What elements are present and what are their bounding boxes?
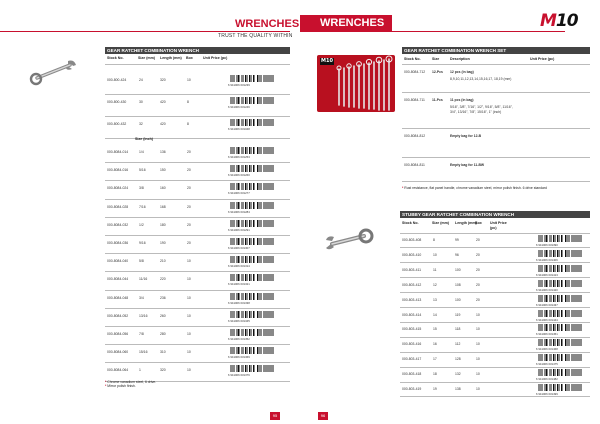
right-page bbox=[300, 0, 600, 424]
stock-number: 000-800-430 bbox=[107, 100, 127, 104]
barcode-image bbox=[230, 293, 274, 300]
size-value: 5/8 bbox=[139, 259, 144, 264]
size-value: 24 bbox=[139, 78, 143, 82]
right-page-title: WRENCHES bbox=[320, 17, 385, 29]
length-value: 99 bbox=[455, 238, 459, 242]
size-value: 8 bbox=[433, 238, 435, 242]
barcode-number: 6 941006 031307 bbox=[228, 246, 250, 250]
barcode-number: 6 941006 031376 bbox=[228, 373, 250, 378]
column-header: Unit Price (pc) bbox=[490, 221, 507, 230]
size-value: 17 bbox=[433, 357, 437, 362]
length-value: 420 bbox=[160, 100, 166, 104]
header-rule bbox=[0, 31, 290, 32]
size-value: 13 bbox=[433, 297, 437, 302]
length-value: 100 bbox=[455, 297, 461, 302]
barcode-image bbox=[230, 329, 274, 336]
length-value: 280 bbox=[160, 332, 166, 336]
row-divider bbox=[400, 382, 590, 383]
size-value: 18 bbox=[433, 372, 437, 377]
row-divider bbox=[105, 344, 290, 345]
row-divider bbox=[400, 277, 590, 278]
barcode-number: 6 941006 031253 bbox=[228, 155, 250, 159]
column-header: Box bbox=[186, 56, 193, 60]
size-value: 3/8 bbox=[139, 186, 144, 191]
row-divider bbox=[105, 199, 290, 200]
column-header: Size bbox=[432, 57, 440, 61]
row-divider bbox=[400, 322, 590, 323]
box-value: 10 bbox=[476, 342, 480, 347]
box-value: 20 bbox=[476, 267, 480, 272]
row-divider bbox=[400, 337, 590, 338]
barcode-image bbox=[538, 235, 582, 242]
row-divider bbox=[400, 262, 590, 263]
stock-number: 000-8084-060 bbox=[107, 350, 129, 355]
size-value: 19 bbox=[433, 387, 437, 391]
set-image-logo: M10 bbox=[321, 58, 333, 64]
barcode-number: 6 941006 031468 bbox=[536, 347, 558, 352]
barcode-number: 6 941006 031482 bbox=[536, 377, 558, 382]
stock-number: 000-803-416 bbox=[402, 342, 422, 347]
row-divider bbox=[105, 253, 290, 254]
brand-logo: M10 bbox=[540, 11, 578, 31]
size-value: 11/16 bbox=[139, 277, 148, 282]
row-divider bbox=[400, 307, 590, 308]
tagline: TRUST THE QUALITY WITHIN bbox=[218, 33, 293, 39]
row-divider bbox=[105, 138, 290, 139]
column-header: Stock No. bbox=[107, 56, 124, 60]
length-value: 260 bbox=[160, 313, 166, 318]
box-value: 10 bbox=[476, 372, 480, 377]
length-value: 108 bbox=[455, 282, 461, 287]
column-header: Box bbox=[475, 221, 482, 225]
set-size: 12-Pcs bbox=[432, 70, 443, 74]
stock-number: 000-803-414 bbox=[402, 312, 422, 317]
stock-number: 000-803-413 bbox=[402, 297, 422, 302]
barcode-image bbox=[538, 324, 582, 331]
stock-number: 000-8084-812 bbox=[404, 134, 426, 138]
size-value: 9/16 bbox=[139, 241, 146, 245]
barcode-number: 6 941006 031444 bbox=[536, 317, 558, 322]
stock-number: 000-8084-048 bbox=[107, 295, 129, 300]
length-value: 236 bbox=[160, 295, 166, 300]
row-divider bbox=[105, 362, 290, 363]
stock-number: 000-803-418 bbox=[402, 372, 422, 377]
length-value: 100 bbox=[455, 267, 461, 272]
length-value: 96 bbox=[455, 252, 459, 257]
left-page-title: WRENCHES bbox=[235, 18, 300, 30]
stock-number: 000-8084-040 bbox=[107, 259, 129, 264]
barcode-image bbox=[230, 365, 274, 372]
barcode-number: 6 941006 031284 bbox=[228, 209, 250, 214]
length-value: 190 bbox=[160, 241, 166, 245]
barcode-image bbox=[538, 354, 582, 361]
stock-number: 000-800-432 bbox=[107, 122, 127, 126]
right-title-block bbox=[300, 15, 392, 31]
barcode-image bbox=[538, 339, 582, 346]
barcode-image bbox=[230, 97, 274, 104]
length-value: 210 bbox=[160, 259, 166, 264]
box-value: 20 bbox=[187, 168, 191, 173]
box-value: 10 bbox=[476, 387, 480, 391]
barcode-number: 6 941006 031345 bbox=[228, 318, 250, 323]
description-text: 5/16", 3/8", 7/16", 1/2", 9/16", 5/8", 11/16", 3/4", 13/16", 7/8", 15/16", 1" (inch) bbox=[450, 105, 513, 114]
column-header: Stock No. bbox=[402, 221, 419, 225]
stock-number: 000-8084-811 bbox=[404, 163, 425, 167]
stock-number: 000-803-408 bbox=[402, 238, 422, 242]
length-value: 320 bbox=[160, 368, 166, 373]
box-value: 10 bbox=[187, 350, 191, 355]
barcode-image bbox=[538, 310, 582, 317]
box-value: 20 bbox=[476, 238, 480, 242]
column-header: Unit Price (pc) bbox=[203, 56, 228, 60]
barcode-number: 6 941006 031420 bbox=[536, 287, 558, 292]
stock-number: 000-8084-052 bbox=[107, 313, 129, 318]
size-value: 7/16 bbox=[139, 204, 146, 209]
barcode-number: 6 941006 031437 bbox=[536, 302, 558, 307]
length-value: 150 bbox=[160, 168, 166, 173]
barcode-number: 6 941006 031246 bbox=[228, 105, 250, 109]
column-header: Stock No. bbox=[404, 57, 421, 61]
size-value: 12 bbox=[433, 282, 437, 287]
length-value: 112 bbox=[455, 342, 461, 347]
barcode-number: 6 941006 031390 bbox=[536, 243, 558, 247]
row-divider bbox=[400, 247, 590, 248]
barcode-image bbox=[230, 256, 274, 263]
length-value: 320 bbox=[160, 78, 166, 82]
description-text: 8,9,10,11,12,13,14,15,16,17, 18,19 (mm) bbox=[450, 77, 512, 81]
stock-number: 000-8084-036 bbox=[107, 241, 129, 245]
barcode-number: 6 941006 031239 bbox=[228, 83, 250, 87]
box-value: 20 bbox=[187, 186, 191, 191]
size-value: 1 bbox=[139, 368, 141, 373]
page-number-right: 96 bbox=[318, 412, 328, 420]
barcode-number: 6 941006 031277 bbox=[228, 191, 250, 196]
row-divider bbox=[400, 292, 590, 293]
row-divider bbox=[402, 157, 590, 158]
stock-number: 000-803-417 bbox=[402, 357, 422, 362]
size-value: 10 bbox=[433, 252, 437, 257]
column-header: Size (mm) bbox=[138, 56, 155, 60]
length-value: 136 bbox=[160, 150, 166, 154]
size-value: 30 bbox=[139, 100, 143, 104]
box-value: 10 bbox=[476, 327, 480, 332]
barcode-image bbox=[230, 75, 274, 82]
barcode-image bbox=[538, 384, 582, 391]
box-value: 10 bbox=[476, 312, 480, 317]
box-value: 10 bbox=[187, 259, 191, 264]
row-divider bbox=[105, 308, 290, 309]
length-value: 132 bbox=[455, 372, 461, 377]
box-value: 20 bbox=[476, 252, 480, 257]
barcode-number: 6 941006 031352 bbox=[228, 337, 250, 341]
header-rule bbox=[402, 64, 590, 65]
stock-number: 000-803-419 bbox=[402, 387, 422, 391]
stock-number: 000-800-424 bbox=[107, 78, 127, 82]
barcode-image bbox=[230, 238, 274, 245]
box-value: 10 bbox=[187, 277, 191, 282]
box-value: 10 bbox=[476, 357, 480, 362]
row-divider bbox=[105, 116, 290, 117]
row-divider bbox=[105, 271, 290, 272]
length-value: 138 bbox=[455, 387, 461, 391]
size-inch-subheader: Size (inch) bbox=[135, 137, 153, 141]
length-value: 420 bbox=[160, 122, 166, 126]
barcode-image bbox=[230, 274, 274, 281]
left-notes bbox=[105, 380, 156, 388]
row-divider bbox=[400, 352, 590, 353]
description-title: 12 pcs (in bag) bbox=[450, 70, 474, 74]
set-size: 11-Pcs bbox=[432, 98, 443, 102]
stock-number: 000-8084-024 bbox=[107, 186, 129, 191]
size-value: 3/4 bbox=[139, 295, 144, 300]
size-value: 15 bbox=[433, 327, 437, 332]
barcode-image bbox=[230, 119, 274, 126]
header-rule-right bbox=[300, 31, 565, 32]
barcode-image bbox=[230, 183, 274, 190]
section-title-bar: GEAR RATCHET COMBINATION WRENCH bbox=[105, 47, 290, 54]
stock-number: 000-8084-032 bbox=[107, 222, 129, 227]
size-value: 11 bbox=[433, 267, 437, 272]
row-divider bbox=[105, 94, 290, 95]
size-value: 15/16 bbox=[139, 350, 148, 355]
box-value: 10 bbox=[187, 295, 191, 300]
description-title: 11 pcs (in bag) bbox=[450, 98, 474, 102]
length-value: 168 bbox=[160, 204, 166, 209]
row-divider bbox=[105, 290, 290, 291]
column-header: Description bbox=[450, 57, 470, 61]
box-value: 20 bbox=[187, 222, 191, 227]
stock-number: 000-8084-014 bbox=[107, 150, 129, 154]
size-value: 1/4 bbox=[139, 150, 144, 154]
barcode-image bbox=[538, 280, 582, 287]
stock-number: 000-803-411 bbox=[402, 267, 421, 272]
stock-number: 000-803-412 bbox=[402, 282, 422, 287]
barcode-image bbox=[538, 369, 582, 376]
barcode-image bbox=[230, 220, 274, 227]
row-divider bbox=[105, 162, 290, 163]
barcode-number: 6 941006 031475 bbox=[536, 362, 558, 367]
length-value: 220 bbox=[160, 277, 166, 282]
size-value: 14 bbox=[433, 312, 437, 317]
row-divider bbox=[105, 326, 290, 327]
description-title: Empty bag for 12-B bbox=[450, 134, 482, 138]
size-value: 1/2 bbox=[139, 222, 144, 227]
size-value: 7/8 bbox=[139, 332, 144, 336]
barcode-image bbox=[230, 147, 274, 154]
note-item: * Chrome vanadium steel, 6 drive. bbox=[105, 380, 157, 384]
wrench-set-image bbox=[317, 55, 395, 112]
stock-number: 000-8084-044 bbox=[107, 277, 129, 282]
stock-number: 000-803-410 bbox=[402, 252, 422, 257]
box-value: 10 bbox=[187, 78, 191, 82]
box-value: 20 bbox=[187, 241, 191, 245]
length-value: 160 bbox=[160, 186, 166, 191]
column-header: Length (mm) bbox=[160, 56, 182, 60]
stock-number: 000-8084-028 bbox=[107, 204, 129, 209]
length-value: 180 bbox=[160, 222, 166, 227]
barcode-number: 6 941006 031260 bbox=[228, 173, 250, 178]
barcode-number: 6 941006 031314 bbox=[228, 264, 250, 269]
box-value: 20 bbox=[476, 282, 480, 287]
row-divider bbox=[402, 128, 590, 129]
header-rule bbox=[400, 233, 590, 234]
length-value: 118 bbox=[455, 327, 461, 332]
size-value: 16 bbox=[433, 342, 437, 347]
length-value: 128 bbox=[455, 357, 461, 362]
box-value: 20 bbox=[187, 204, 191, 209]
box-value: 8 bbox=[187, 100, 189, 104]
header-rule bbox=[105, 64, 290, 65]
row-divider bbox=[402, 181, 590, 182]
column-header: Size (mm) bbox=[432, 221, 449, 225]
box-value: 10 bbox=[187, 313, 191, 318]
column-header: Unit Price (pc) bbox=[530, 57, 555, 61]
row-divider bbox=[105, 180, 290, 181]
size-value: 32 bbox=[139, 122, 143, 126]
length-value: 119 bbox=[455, 312, 461, 317]
stock-number: 000-8084-064 bbox=[107, 368, 129, 373]
size-value: 13/16 bbox=[139, 313, 148, 318]
stock-number: 000-8084-712 bbox=[404, 70, 426, 74]
row-divider bbox=[105, 217, 290, 218]
barcode-number: 6 941006 031406 bbox=[536, 257, 558, 262]
box-value: 10 bbox=[187, 332, 191, 336]
box-value: 10 bbox=[187, 368, 191, 373]
box-value: 20 bbox=[476, 297, 480, 302]
barcode-image bbox=[230, 347, 274, 354]
barcode-image bbox=[538, 295, 582, 302]
set-note: * Rust resistance, flat panel handle, chrome vanadium steel, mirror polish finish. 6 drive standard bbox=[402, 186, 547, 190]
set-section-title-bar: GEAR RATCHET COMBINATION WRENCH SET bbox=[402, 47, 590, 54]
barcode-number: 6 941006 031321 bbox=[228, 282, 250, 287]
barcode-image bbox=[538, 265, 582, 272]
row-divider bbox=[400, 367, 590, 368]
barcode-image bbox=[230, 202, 274, 209]
note-item: * Mirror polish finish. bbox=[105, 384, 136, 389]
barcode-image bbox=[230, 311, 274, 318]
stubby-section-title-bar: STUBBY GEAR RATCHET COMBINATION WRENCH bbox=[400, 211, 590, 218]
barcode-number: 6 941006 031369 bbox=[228, 355, 250, 360]
page-number-left: 95 bbox=[270, 412, 280, 420]
barcode-number: 6 941006 031451 bbox=[536, 332, 558, 337]
barcode-number: 6 941006 031048 bbox=[228, 127, 250, 131]
barcode-number: 6 941006 031413 bbox=[536, 272, 558, 277]
box-value: 20 bbox=[187, 150, 191, 154]
stubby-wrench-icon bbox=[322, 228, 378, 252]
barcode-number: 6 941006 031291 bbox=[228, 227, 250, 232]
size-value: 5/16 bbox=[139, 168, 146, 173]
stock-number: 000-8084-711 bbox=[404, 98, 425, 102]
barcode-image bbox=[230, 165, 274, 172]
row-divider bbox=[400, 396, 590, 397]
length-value: 310 bbox=[160, 350, 166, 355]
barcode-number: 6 941006 031499 bbox=[536, 392, 558, 396]
box-value: 8 bbox=[187, 122, 189, 126]
barcode-image bbox=[538, 250, 582, 257]
column-header: Length (mm) bbox=[455, 221, 477, 225]
stock-number: 000-8084-056 bbox=[107, 332, 129, 336]
row-divider bbox=[105, 235, 290, 236]
ratchet-wrench-icon bbox=[28, 58, 78, 86]
description-title: Empty bag for 11-BW bbox=[450, 163, 485, 167]
barcode-number: 6 941006 031338 bbox=[228, 300, 250, 305]
row-divider bbox=[402, 92, 590, 93]
stock-number: 000-8084-016 bbox=[107, 168, 129, 173]
stock-number: 000-803-415 bbox=[402, 327, 422, 332]
